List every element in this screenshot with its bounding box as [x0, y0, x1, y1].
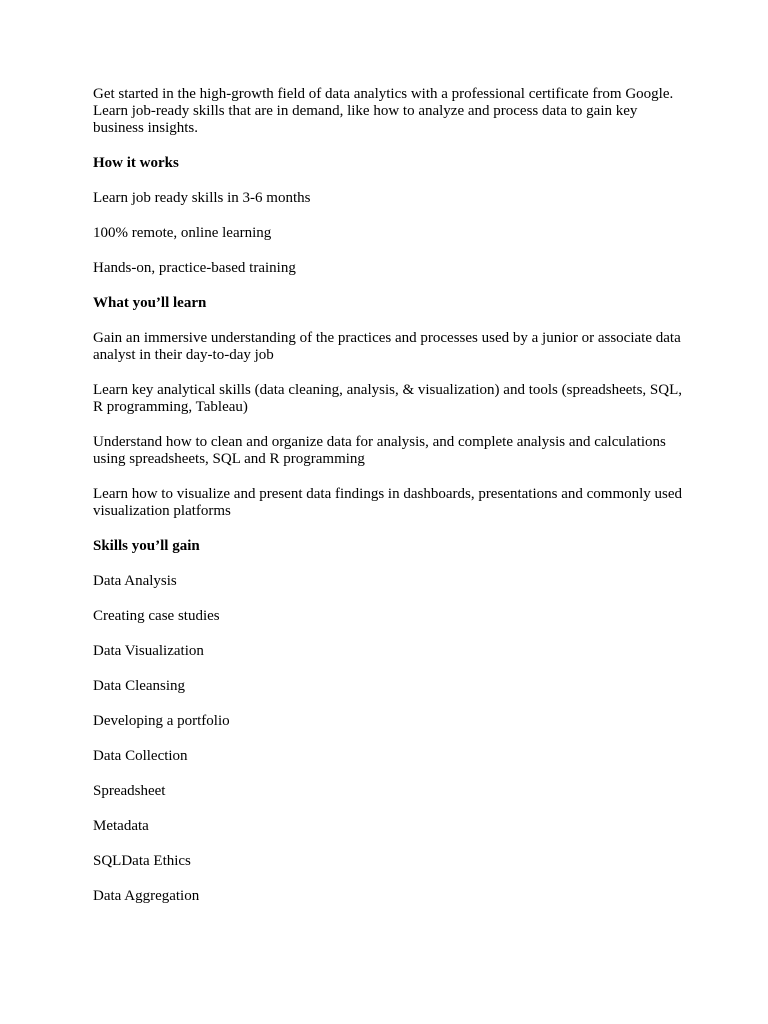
how-it-works-item: Learn job ready skills in 3-6 months: [93, 190, 311, 206]
skill-item: Developing a portfolio: [93, 713, 230, 729]
how-it-works-item: 100% remote, online learning: [93, 225, 272, 241]
learn-item: Gain an immersive understanding of the practices and processes used by a junior or associate data analyst in their day-to-day job: [93, 330, 681, 363]
skill-item: Data Cleansing: [93, 678, 186, 694]
skill-item: SQLData Ethics: [93, 853, 191, 869]
skill-item: Data Aggregation: [93, 888, 200, 904]
skills-heading: Skills you’ll gain: [93, 538, 200, 554]
what-youll-learn-heading: What you’ll learn: [93, 295, 207, 311]
skill-item: Data Collection: [93, 748, 188, 764]
skill-item: Spreadsheet: [93, 783, 166, 799]
skill-item: Data Analysis: [93, 573, 177, 589]
intro-paragraph: Get started in the high-growth field of data analytics with a professional certificate from Google. Learn job-ready skills that are in demand, like how to analyze and process data to gain key business insights.: [93, 86, 674, 136]
document-page: [93, 86, 683, 923]
how-it-works-item: Hands-on, practice-based training: [93, 260, 296, 276]
learn-item: Understand how to clean and organize data for analysis, and complete analysis and calculations using spreadsheets, SQL and R programming: [93, 434, 666, 467]
how-it-works-heading: How it works: [93, 155, 179, 171]
learn-item: Learn how to visualize and present data findings in dashboards, presentations and commonly used visualization platforms: [93, 486, 683, 519]
skill-item: Data Visualization: [93, 643, 204, 659]
learn-item: Learn key analytical skills (data cleaning, analysis, & visualization) and tools (spreadsheets, SQL, R programming, Tableau): [93, 382, 682, 415]
skill-item: Metadata: [93, 818, 149, 834]
skill-item: Creating case studies: [93, 608, 220, 624]
